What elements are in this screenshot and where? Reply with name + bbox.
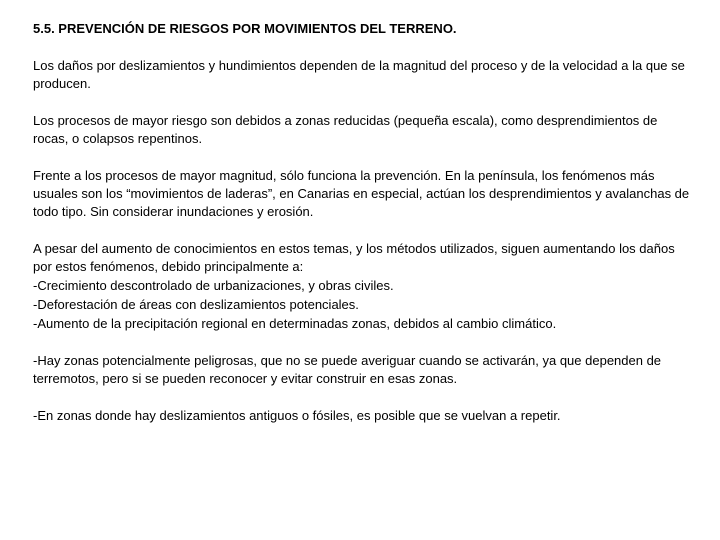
cause-item-precipitation: -Aumento de la precipitación regional en determinadas zonas, debidos al cambio climático. [33, 316, 557, 331]
paragraph-prevention: Frente a los procesos de mayor magnitud, sólo funciona la prevención. En la península, los fenómenos más usuales son los “movimientos de laderas”, en Canarias en especial, actúan los desprendimientos y avalanchas de todo tipo. Sin considerar inundaciones y erosión. [33, 168, 690, 219]
section-title: 5.5. PREVENCIÓN DE RIESGOS POR MOVIMIENTOS DEL TERRENO. [33, 21, 457, 36]
document-page [33, 20, 693, 444]
note-dangerous-zones: -Hay zonas potencialmente peligrosas, que no se puede averiguar cuando se activarán, ya que dependen de terremotos, pero si se pueden reconocer y evitar construir en esas zonas. [33, 353, 662, 386]
cause-item-urbanization: -Crecimiento descontrolado de urbanizaciones, y obras civiles. [33, 278, 394, 293]
cause-item-deforestation: -Deforestación de áreas con deslizamientos potenciales. [33, 297, 359, 312]
note-ancient-landslides: -En zonas donde hay deslizamientos antiguos o fósiles, es posible que se vuelvan a repetir. [33, 408, 561, 423]
paragraph-damage-factors: Los daños por deslizamientos y hundimientos dependen de la magnitud del proceso y de la velocidad a la que se producen. [33, 58, 685, 91]
paragraph-increasing-damage: A pesar del aumento de conocimientos en estos temas, y los métodos utilizados, siguen aumentando los daños por estos fenómenos, debido principalmente a: [33, 241, 675, 274]
paragraph-high-risk-processes: Los procesos de mayor riesgo son debidos a zonas reducidas (pequeña escala), como desprendimientos de rocas, o colapsos repentinos. [33, 113, 658, 146]
